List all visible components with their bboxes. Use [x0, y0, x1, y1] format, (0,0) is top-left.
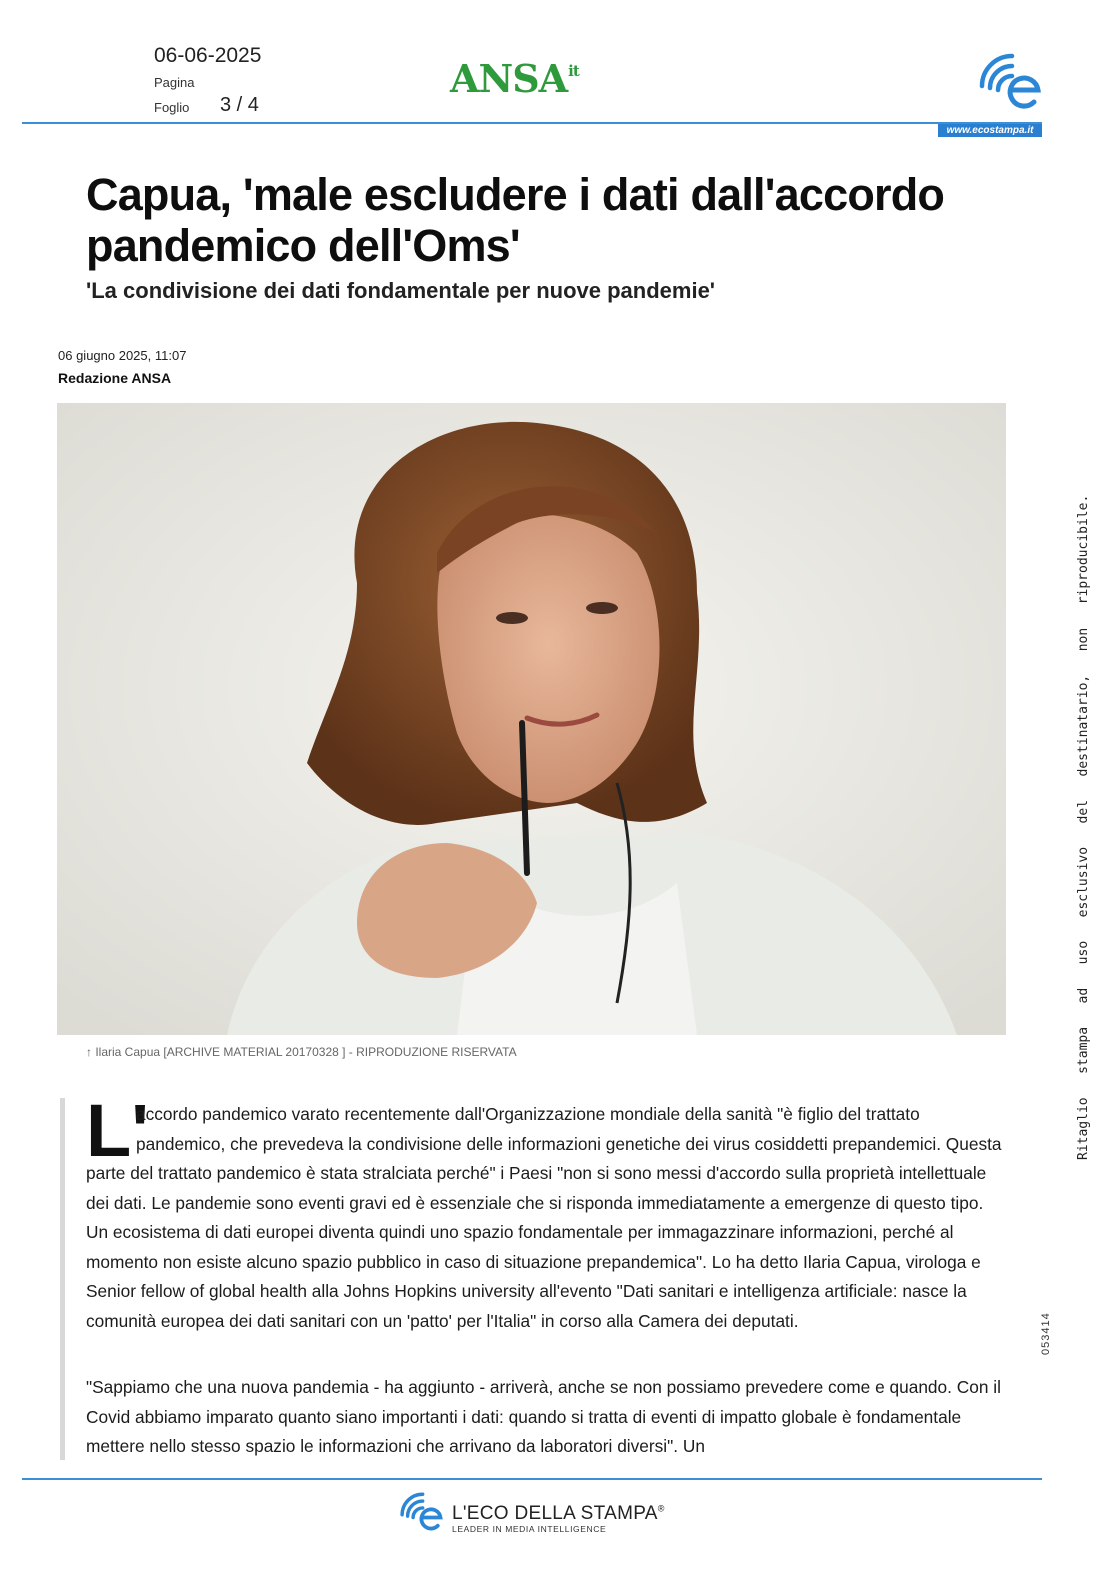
pagina-label: Pagina	[154, 75, 195, 90]
drop-cap: L'	[86, 1089, 149, 1172]
article-photo	[57, 403, 1006, 1035]
footer-brand-reg: ®	[657, 1503, 665, 1514]
clipping-code: 053414	[1040, 1312, 1052, 1355]
top-divider	[22, 122, 1042, 124]
photo-caption: ↑ Ilaria Capua [ARCHIVE MATERIAL 20170328 ] - RIPRODUZIONE RISERVATA	[86, 1045, 517, 1059]
clipping-date: 06-06-2025	[154, 44, 262, 67]
ansa-logo-suffix: it	[568, 62, 579, 80]
eco-della-stampa-logo-icon	[976, 46, 1046, 112]
article-paragraph-2: "Sappiamo che una nuova pandemia - ha aggiunto - arriverà, anche se non possiamo prevedere come e quando. Con il Covid abbiamo imparato quanto siano importanti i dati: quando si tratta di eventi di impatto globale è fondamentale mettere nello stesso spazio le informazioni che arrivano da laboratori diversi". Un	[86, 1377, 1001, 1456]
foglio-label: Foglio	[154, 100, 190, 115]
ansa-logo	[450, 56, 579, 101]
publish-date: 06 giugno 2025, 11:07	[58, 348, 187, 363]
footer-brand-text: L'ECO DELLA STAMPA	[452, 1503, 658, 1524]
article-title: Capua, 'male escludere i dati dall'accordo pandemico dell'Oms'	[86, 169, 945, 271]
ansa-logo-text: ANSA	[450, 56, 568, 101]
ecostampa-url[interactable]: www.ecostampa.it	[938, 124, 1042, 137]
article-author: Redazione ANSA	[58, 370, 172, 386]
article-paragraph-1	[86, 1100, 1006, 1336]
portrait-illustration	[57, 403, 1006, 1035]
footer-eco-logo-icon	[398, 1487, 446, 1533]
footer-tagline: LEADER IN MEDIA INTELLIGENCE	[452, 1524, 607, 1534]
bottom-divider	[22, 1478, 1042, 1480]
article-subtitle: 'La condivisione dei dati fondamentale per nuove pandemie'	[86, 278, 716, 303]
footer-brand	[452, 1503, 665, 1525]
foglio-value: 3 / 4	[220, 94, 259, 116]
paragraph-1-text: accordo pandemico varato recentemente dall'Organizzazione mondiale della sanità "è figlio del trattato pandemico, che prevedeva la condivisione delle informazioni genetiche dei virus cosiddetti prepandemici. Questa parte del trattato pandemico è stata stralciata perché" i Paesi "non si sono messi d'accordo sulla proprietà intellettuale dei dati. Le pandemie sono eventi gravi ed è essenziale che si risponda immediatamente a emergenze di questo tipo. Un ecosistema di dati europei diventa quindi uno spazio fondamentale per immagazzinare informazioni, perché al momento non esiste alcuno spazio pubblico in caso di situazione prepandemica". Lo ha detto Ilaria Capua, virologa e Senior fellow of global health alla Johns Hopkins university all'evento "Dati sanitari e intelligenza artificiale: nasce la comunità europea dei dati sanitari con un 'patto' per l'Italia" in corso alla Camera dei deputati.	[86, 1104, 1002, 1331]
reproduction-notice: Ritaglio stampa ad uso esclusivo del destinatario, non riproducibile.	[1076, 494, 1091, 1160]
quote-bar	[60, 1098, 65, 1460]
